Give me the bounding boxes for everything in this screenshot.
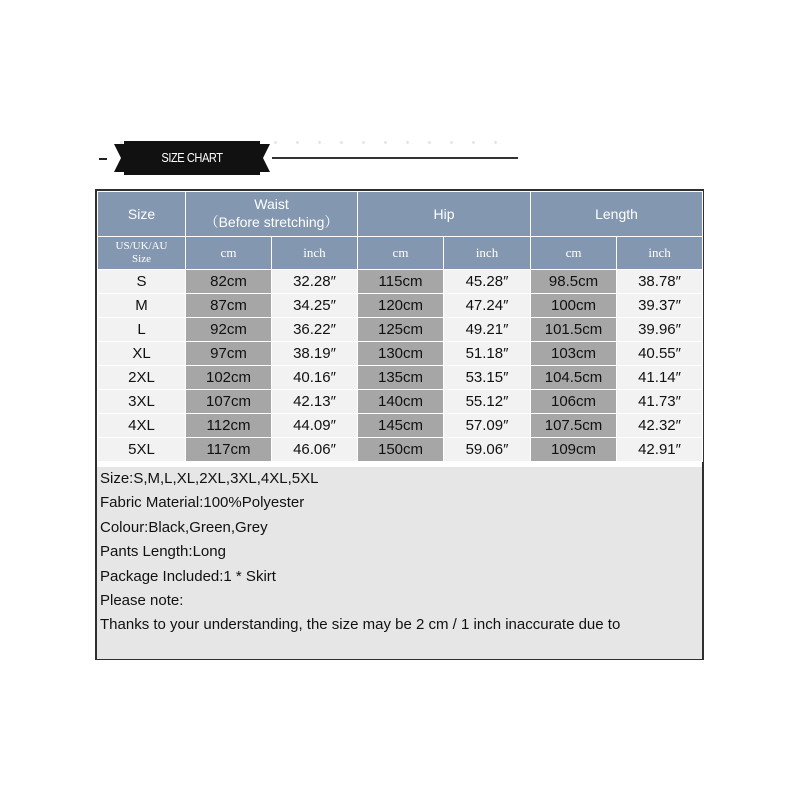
size-cell: 3XL [98, 390, 186, 414]
header-waist [186, 192, 358, 237]
waist-inch-cell: 38.19″ [272, 342, 358, 366]
header-waist-inch: inch [272, 237, 358, 270]
length-cm-cell: 107.5cm [531, 414, 617, 438]
length-cm-cell: 100cm [531, 294, 617, 318]
header-size-region-line2: Size [132, 253, 151, 265]
length-cm-cell: 98.5cm [531, 270, 617, 294]
hip-cm-cell: 150cm [358, 438, 444, 462]
waist-inch-cell: 46.06″ [272, 438, 358, 462]
size-cell: L [98, 318, 186, 342]
waist-cm-cell: 117cm [186, 438, 272, 462]
size-table [97, 191, 703, 462]
waist-cm-cell: 102cm [186, 366, 272, 390]
hip-cm-cell: 140cm [358, 390, 444, 414]
length-inch-cell: 41.14″ [617, 366, 703, 390]
length-inch-cell: 39.37″ [617, 294, 703, 318]
hip-inch-cell: 47.24″ [444, 294, 531, 318]
length-cm-cell: 104.5cm [531, 366, 617, 390]
info-line: Please note: [100, 591, 184, 609]
length-inch-cell: 41.73″ [617, 390, 703, 414]
decorative-dots [120, 131, 520, 137]
size-cell: 5XL [98, 438, 186, 462]
hip-cm-cell: 145cm [358, 414, 444, 438]
info-line: Pants Length:Long [100, 543, 226, 561]
table-row [98, 342, 703, 366]
header-size: Size [98, 192, 186, 237]
header-length-inch: inch [617, 237, 703, 270]
hip-inch-cell: 57.09″ [444, 414, 531, 438]
length-cm-cell: 101.5cm [531, 318, 617, 342]
length-inch-cell: 42.32″ [617, 414, 703, 438]
header-size-region [98, 237, 186, 270]
size-chart [95, 189, 704, 660]
waist-inch-cell: 36.22″ [272, 318, 358, 342]
hip-inch-cell: 45.28″ [444, 270, 531, 294]
header-hip-inch: inch [444, 237, 531, 270]
info-line: Size:S,M,L,XL,2XL,3XL,4XL,5XL [100, 470, 319, 487]
size-chart-banner [114, 141, 270, 175]
length-inch-cell: 42.91″ [617, 438, 703, 462]
header-hip: Hip [358, 192, 531, 237]
hip-inch-cell: 59.06″ [444, 438, 531, 462]
hip-cm-cell: 115cm [358, 270, 444, 294]
hip-inch-cell: 53.15″ [444, 366, 531, 390]
length-inch-cell: 39.96″ [617, 318, 703, 342]
info-line: Fabric Material:100%Polyester [100, 494, 305, 512]
length-inch-cell: 40.55″ [617, 342, 703, 366]
size-cell: S [98, 270, 186, 294]
waist-cm-cell: 107cm [186, 390, 272, 414]
size-cell: XL [98, 342, 186, 366]
product-info [97, 466, 702, 659]
length-cm-cell: 109cm [531, 438, 617, 462]
length-cm-cell: 103cm [531, 342, 617, 366]
table-row [98, 414, 703, 438]
hip-cm-cell: 135cm [358, 366, 444, 390]
waist-cm-cell: 97cm [186, 342, 272, 366]
table-row [98, 366, 703, 390]
banner-dash [99, 158, 107, 160]
header-waist-label: Waist [254, 196, 289, 212]
header-size-region-line1: US/UK/AU [115, 240, 168, 252]
hip-inch-cell: 49.21″ [444, 318, 531, 342]
length-inch-cell: 38.78″ [617, 270, 703, 294]
hip-inch-cell: 55.12″ [444, 390, 531, 414]
waist-inch-cell: 32.28″ [272, 270, 358, 294]
header-length-cm: cm [531, 237, 617, 270]
header-length: Length [531, 192, 703, 237]
header-waist-cm: cm [186, 237, 272, 270]
table-row [98, 390, 703, 414]
info-line: Colour:Black,Green,Grey [100, 518, 268, 536]
table-row [98, 294, 703, 318]
header-waist-note: （Before stretching） [204, 214, 339, 230]
hip-cm-cell: 120cm [358, 294, 444, 318]
waist-cm-cell: 87cm [186, 294, 272, 318]
waist-cm-cell: 82cm [186, 270, 272, 294]
banner-rule [272, 157, 518, 159]
length-cm-cell: 106cm [531, 390, 617, 414]
waist-cm-cell: 92cm [186, 318, 272, 342]
waist-inch-cell: 34.25″ [272, 294, 358, 318]
table-row [98, 270, 703, 294]
size-cell: 4XL [98, 414, 186, 438]
waist-inch-cell: 42.13″ [272, 390, 358, 414]
size-cell: M [98, 294, 186, 318]
banner-title: SIZE CHART [161, 150, 223, 165]
table-row [98, 438, 703, 462]
hip-cm-cell: 130cm [358, 342, 444, 366]
waist-cm-cell: 112cm [186, 414, 272, 438]
hip-inch-cell: 51.18″ [444, 342, 531, 366]
info-line: Package Included:1 * Skirt [100, 567, 276, 585]
header-hip-cm: cm [358, 237, 444, 270]
size-cell: 2XL [98, 366, 186, 390]
waist-inch-cell: 40.16″ [272, 366, 358, 390]
table-row [98, 318, 703, 342]
waist-inch-cell: 44.09″ [272, 414, 358, 438]
info-line: Thanks to your understanding, the size may be 2 cm / 1 inch inaccurate due to [100, 616, 621, 634]
hip-cm-cell: 125cm [358, 318, 444, 342]
